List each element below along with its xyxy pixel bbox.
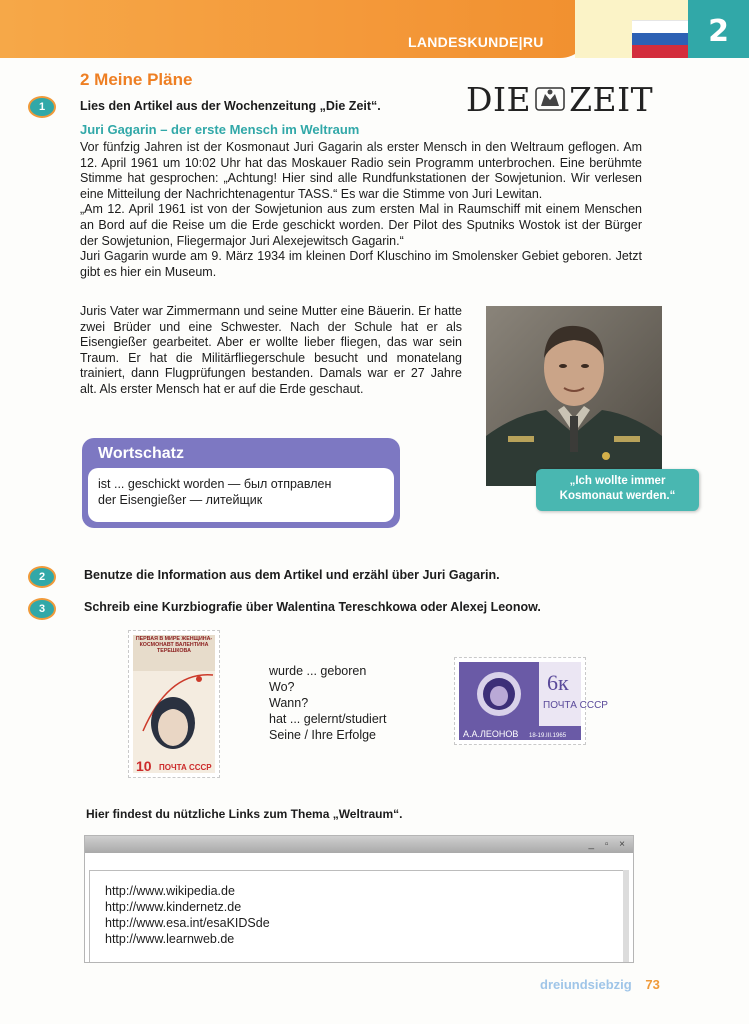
- task-number-3: 3: [28, 598, 56, 620]
- crest-icon: [533, 84, 567, 114]
- task-number-1: 1: [28, 96, 56, 118]
- vocabulary-list: [88, 468, 394, 522]
- stamp-2-date: 18-19.III.1965: [529, 733, 567, 739]
- page-number: 73: [645, 977, 660, 992]
- article-paragraph-4: Juris Vater war Zimmermann und seine Mutter eine Bäuerin. Er hatte zwei Brüder und eine Schwester. Nach der Schule hat er als Eisengießer gearbeitet. Aber er wollte lieber fliegen, das war sein Traum. Er hat die Militärfliegerschule besucht und monatelang trainiert, dann Flugprüfungen bestanden. Damals war er 27 Jahre alt. Als erster Mensch hat er auf die Erde geschaut.: [80, 304, 462, 396]
- header-title: LANDESKUNDE|RU: [408, 34, 544, 50]
- prompt-item: hat ... gelernt/studiert: [269, 712, 387, 726]
- gagarin-portrait: [486, 306, 662, 486]
- article-paragraph-1: Vor fünfzig Jahren ist der Kosmonaut Juri Gagarin als erster Mensch in den Weltraum geflogen. Am 12. April 1961 um 10:02 Uhr hat das Moskauer Radio sein Programm unterbrochen. Eine berühmte Stimme hat gesprochen: „Achtung! Hier sind alle Rundfunkstationen der Sowjetunion. Wir verlesen eine Mitteilung der Nachrichtenagentur TASS.“ Es war die Stimme von Juri Lewitan.: [80, 140, 642, 201]
- die-zeit-logo: [466, 80, 666, 118]
- links-list: [89, 870, 629, 962]
- vocabulary-entry: der Eisengießer — литейщик: [98, 493, 263, 507]
- window-titlebar: [85, 836, 633, 853]
- task-3-instruction: Schreib eine Kurzbiografie über Walentina Tereschkowa oder Alexej Leonow.: [84, 600, 541, 614]
- prompt-item: Seine / Ihre Erfolge: [269, 728, 377, 742]
- task-1-instruction: Lies den Artikel aus der Wochenzeitung „Die Zeit“.: [80, 99, 381, 113]
- gagarin-quote: [536, 469, 699, 511]
- window-scrollbar[interactable]: [623, 870, 629, 962]
- article-paragraph-2: „Am 12. April 1961 ist von der Sowjetunion aus zum ersten Mal in Raumschiff mit einem Menschen an Bord auf die Reise um die Erde geschickt worden. Der Pilot des Sputniks Wostok ist der Bürger der Sowjetunion, Fliegermajor Juri Alexejewitsch Gagarin.“: [80, 202, 642, 248]
- link-wikipedia[interactable]: http://www.wikipedia.de: [105, 884, 235, 898]
- article-body: [80, 140, 642, 280]
- stamp-1-post: ПОЧТА СССР: [159, 763, 212, 772]
- stamp-2-name: А.А.ЛЕОНОВ: [463, 729, 519, 739]
- stamp-1-value: 10: [136, 758, 152, 774]
- prompt-item: wurde ... geboren: [269, 664, 367, 678]
- russia-flag-icon: [632, 20, 688, 58]
- page-footer: [540, 977, 660, 992]
- link-kindernetz[interactable]: http://www.kindernetz.de: [105, 900, 242, 914]
- window-controls-icon[interactable]: _ ▫ ×: [588, 839, 629, 850]
- stamp-2-post: ПОЧТА СССР: [543, 700, 608, 711]
- quote-line-2: Kosmonaut werden.“: [559, 490, 676, 502]
- biography-prompts: [269, 663, 386, 743]
- leonov-stamp: [454, 657, 608, 745]
- section-title: 2 Meine Pläne: [80, 70, 193, 89]
- task-2-instruction: Benutze die Information aus dem Artikel und erzähl über Juri Gagarin.: [84, 568, 500, 582]
- logo-text-die: DIE: [466, 79, 532, 119]
- vocabulary-box: [82, 438, 400, 528]
- vocabulary-title: Wortschatz: [98, 445, 184, 462]
- vocabulary-entry: ist ... geschickt worden — был отправлен: [98, 477, 332, 491]
- header-flag-spacer: [632, 0, 688, 20]
- tereshkova-stamp: [128, 630, 220, 778]
- chapter-number: 2: [688, 0, 749, 58]
- browser-window: [84, 835, 634, 963]
- article-paragraph-3: Juri Gagarin wurde am 9. März 1934 im kleinen Dorf Kluschino im Smolensker Gebiet geboren. Jetzt gibt es hier ein Museum.: [80, 249, 642, 279]
- page-number-word: dreiundsiebzig: [540, 977, 632, 992]
- article-title: Juri Gagarin – der erste Mensch im Weltraum: [80, 122, 360, 137]
- link-esa[interactable]: http://www.esa.int/esaKIDSde: [105, 916, 270, 930]
- prompt-item: Wann?: [269, 696, 309, 710]
- stamp-2-value: 6к: [547, 670, 569, 695]
- links-intro: Hier findest du nützliche Links zum Thema „Weltraum“.: [86, 807, 403, 821]
- header-cream-strip: [575, 0, 635, 58]
- prompt-item: Wo?: [269, 680, 295, 694]
- quote-line-1: „Ich wollte immer: [569, 475, 666, 487]
- stamp-1-header: ПЕРВАЯ В МИРЕ ЖЕНЩИНА-КОСМОНАВТ ВАЛЕНТИНА ТЕРЕШКОВА: [135, 636, 213, 655]
- logo-text-zeit: ZEIT: [569, 79, 654, 119]
- task-number-2: 2: [28, 566, 56, 588]
- link-learnweb[interactable]: http://www.learnweb.de: [105, 932, 235, 946]
